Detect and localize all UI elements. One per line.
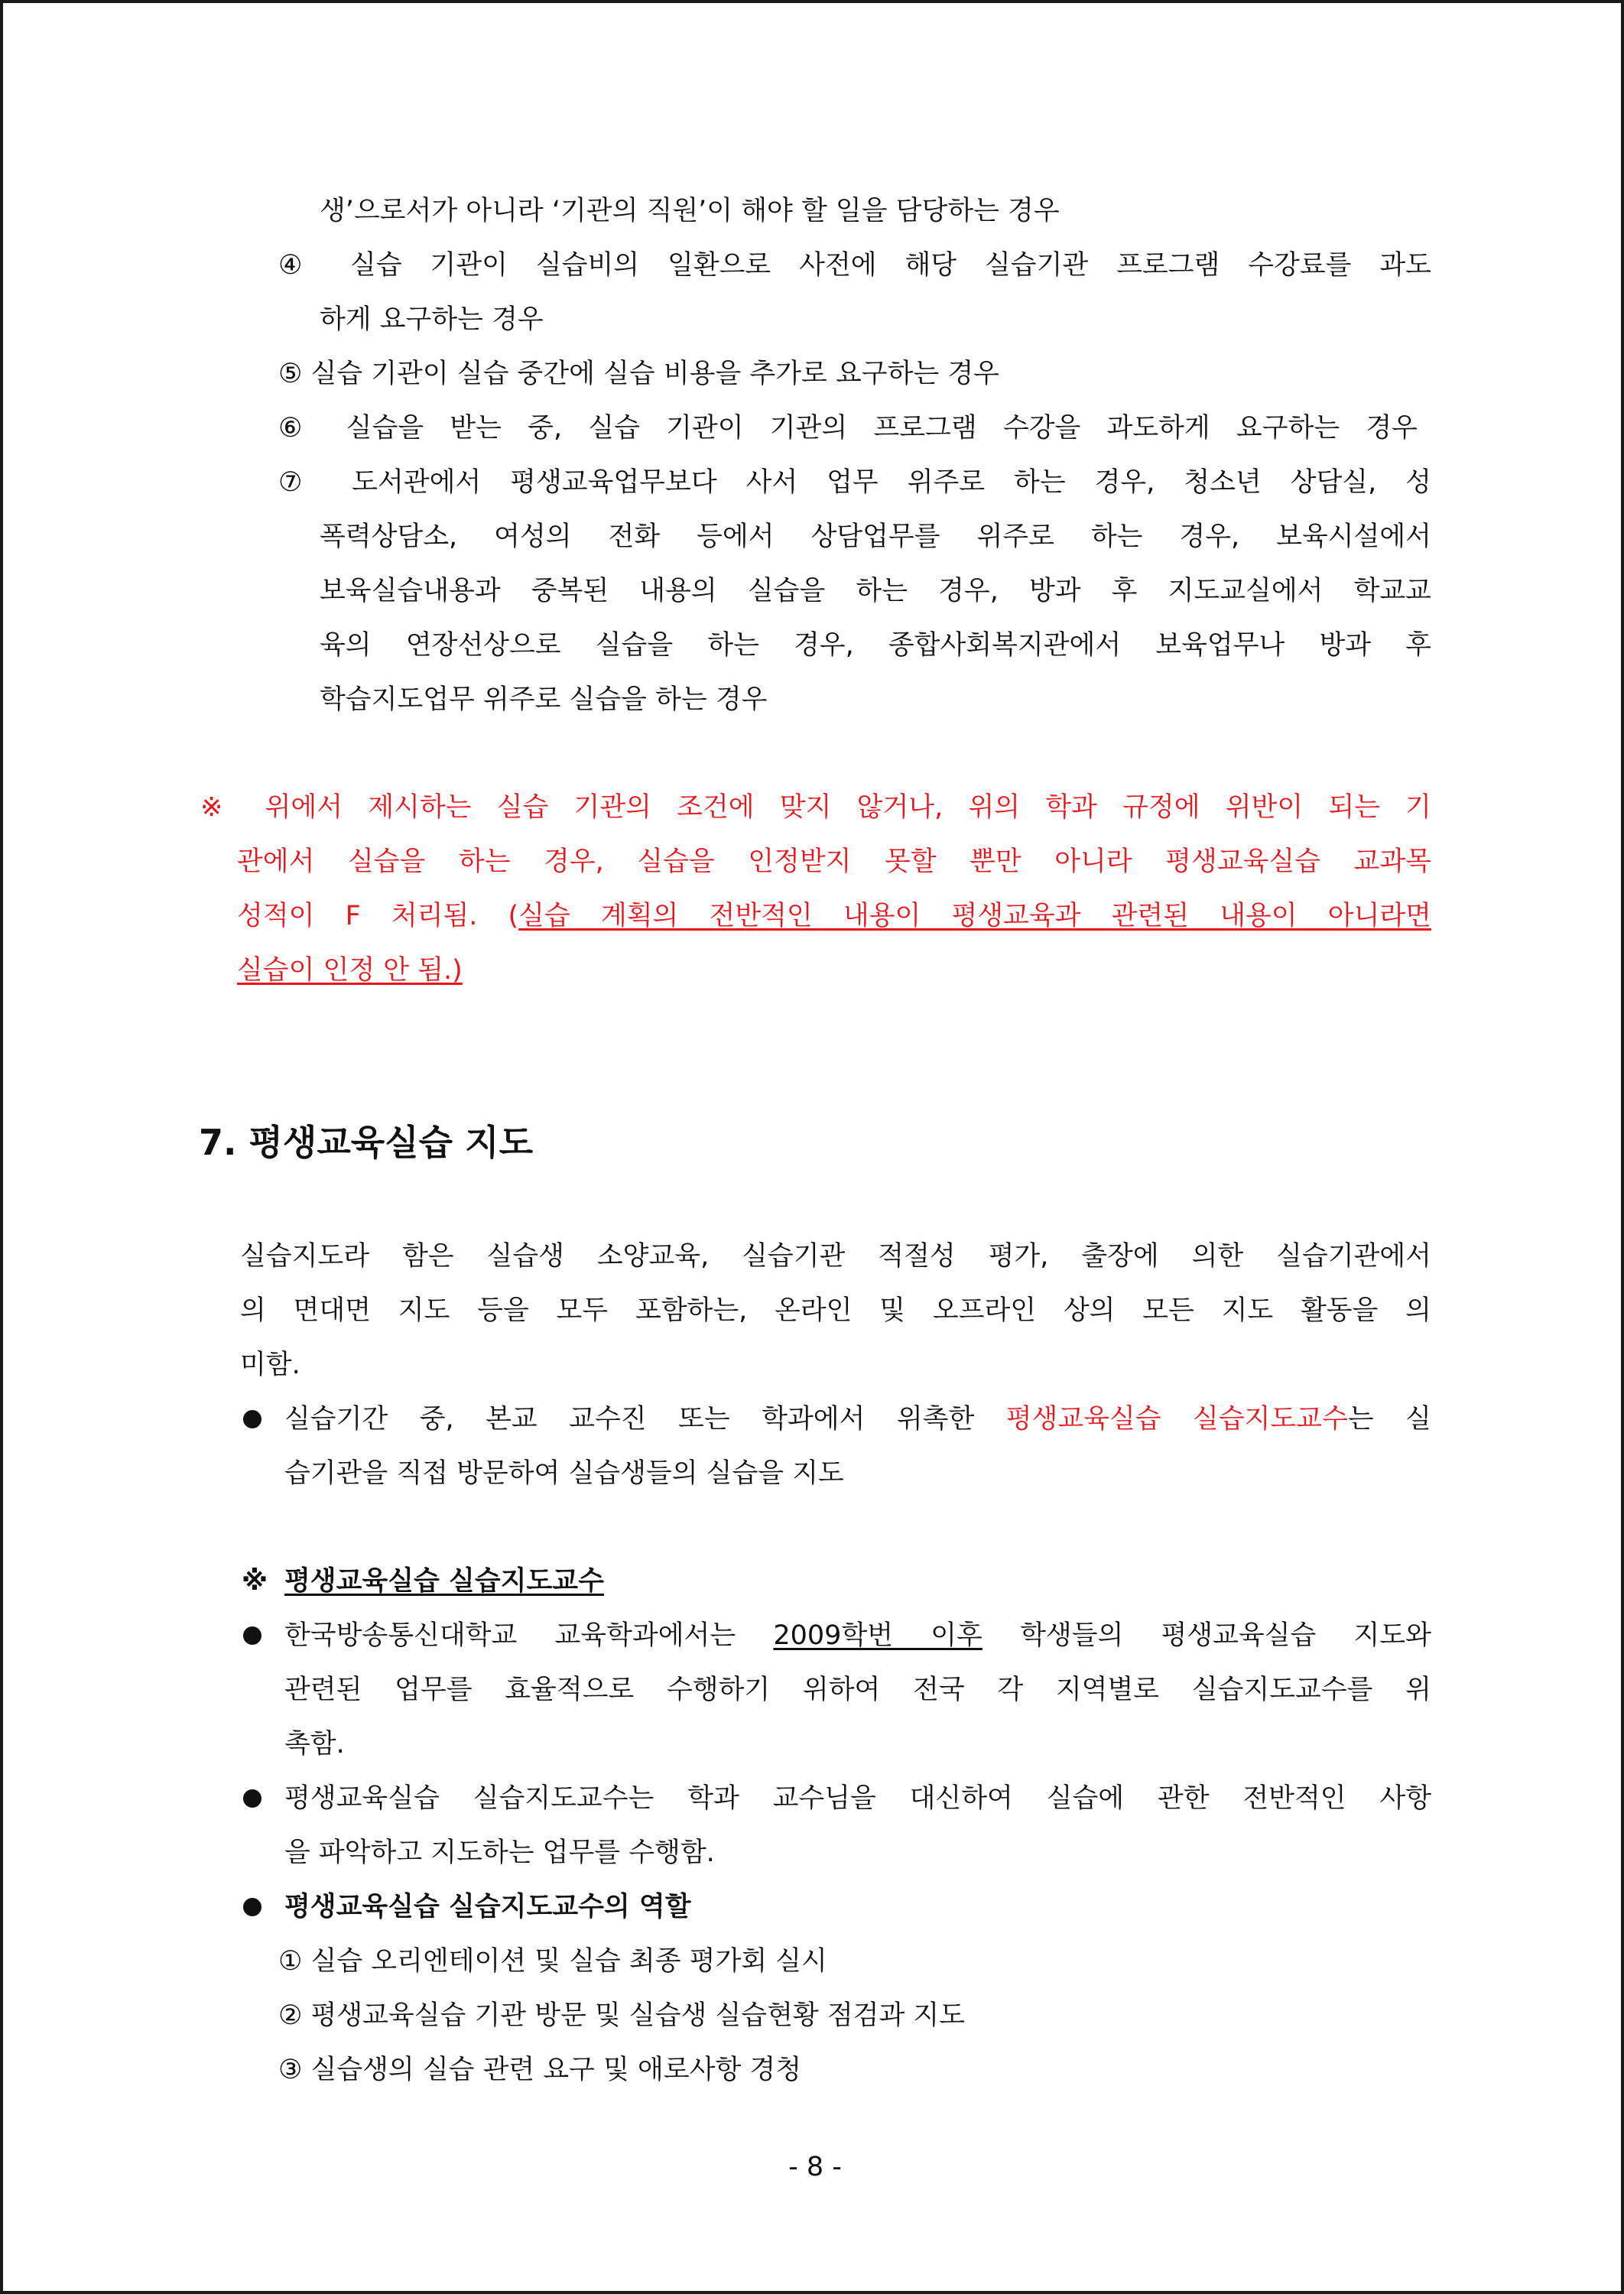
warning-underlined-line: 실습이 인정 안 됨.) — [237, 955, 463, 986]
bullet-text-part: 학생들의 평생교육실습 지도와 — [982, 1620, 1431, 1651]
warning-line: 관에서 실습을 하는 경우, 실습을 인정받지 못할 뿐만 아니라 평생교육실습 교과목 — [237, 846, 1431, 877]
bullet-text-part: 한국방송통신대학교 교육학과에서는 — [284, 1620, 774, 1651]
bullet-text — [284, 1402, 1431, 1436]
list-item-7-cont: 학습지도업무 위주로 실습을 하는 경우 — [320, 684, 768, 715]
list-item-5: ⑤ 실습 기관이 실습 중간에 실습 비용을 추가로 요구하는 경우 — [278, 359, 999, 389]
bullet-title: 평생교육실습 실습지도교수의 역할 — [284, 1892, 691, 1922]
bullet-text-cont: 촉함. — [284, 1729, 345, 1759]
warning-underlined-text: 실습 계획의 전반적인 내용이 평생교육과 관련된 내용이 아니라면 — [518, 901, 1431, 931]
bullet-icon — [243, 1410, 261, 1428]
list-item-6: ⑥ 실습을 받는 중, 실습 기관이 기관의 프로그램 수강을 과도하게 요구하는 경우 — [278, 413, 1418, 444]
list-item-7-cont: 폭력상담소, 여성의 전화 등에서 상담업무를 위주로 하는 경우, 보육시설에서 — [320, 522, 1431, 552]
role-item: ② 평생교육실습 기관 방문 및 실습생 실습현황 점검과 지도 — [278, 2000, 966, 2031]
role-item: ③ 실습생의 실습 관련 요구 및 애로사항 경청 — [278, 2055, 802, 2085]
list-item-7-cont: 보육실습내용과 중복된 내용의 실습을 하는 경우, 방과 후 지도교실에서 학교교 — [320, 576, 1431, 606]
list-item-4: ④ 실습 기관이 실습비의 일환으로 사전에 해당 실습기관 프로그램 수강료를 과도 — [278, 250, 1431, 281]
bullet-text-part: 는 실 — [1347, 1404, 1431, 1435]
bullet-icon — [243, 1898, 261, 1916]
list-item-7-cont: 육의 연장선상으로 실습을 하는 경우, 종합사회복지관에서 보육업무나 방과 후 — [320, 630, 1431, 661]
reference-mark-icon: ※ — [242, 1566, 268, 1597]
warning-line — [237, 899, 1431, 933]
underlined-term: 2009학번 이후 — [773, 1620, 983, 1651]
intro-paragraph-line: 미함. — [240, 1350, 300, 1380]
list-line: 생’으로서가 아니라 ‘기관의 직원’이 해야 할 일을 담당하는 경우 — [320, 196, 1060, 226]
note-title: 평생교육실습 실습지도교수 — [284, 1566, 604, 1597]
bullet-text-cont: 관련된 업무를 효율적으로 수행하기 위하여 전국 각 지역별로 실습지도교수를 위 — [284, 1675, 1431, 1705]
bullet-text-part: 실습기간 중, 본교 교수진 또는 학과에서 위촉한 — [284, 1404, 1006, 1435]
intro-paragraph-line: 의 면대면 지도 등을 모두 포함하는, 온라인 및 오프라인 상의 모든 지도 활동을 의 — [240, 1295, 1431, 1326]
list-item-7: ⑦ 도서관에서 평생교육업무보다 사서 업무 위주로 하는 경우, 청소년 상담실, 성 — [278, 467, 1431, 498]
bullet-icon — [243, 1626, 261, 1645]
bullet-text: 평생교육실습 실습지도교수는 학과 교수님을 대신하여 실습에 관한 전반적인 사항 — [284, 1783, 1431, 1814]
bullet-icon — [243, 1789, 261, 1808]
warning-line: ※ 위에서 제시하는 실습 기관의 조건에 맞지 않거나, 위의 학과 규정에 위반이 되는 기 — [200, 792, 1431, 823]
role-item: ① 실습 오리엔테이션 및 실습 최종 평가회 실시 — [278, 1946, 827, 1977]
section-heading: 7. 평생교육실습 지도 — [199, 1122, 533, 1163]
page-number: - 8 - — [788, 2152, 842, 2182]
intro-paragraph-line: 실습지도라 함은 실습생 소양교육, 실습기관 적절성 평가, 출장에 의한 실습기관에서 — [240, 1241, 1431, 1272]
highlighted-term: 평생교육실습 실습지도교수 — [1005, 1404, 1348, 1435]
warning-text: 성적이 F 처리됨. ( — [237, 901, 519, 931]
bullet-text-cont: 습기관을 직접 방문하여 실습생들의 실습을 지도 — [284, 1458, 844, 1489]
list-item-4-cont: 하게 요구하는 경우 — [320, 304, 544, 335]
bullet-text — [284, 1619, 1431, 1652]
bullet-text-cont: 을 파악하고 지도하는 업무를 수행함. — [284, 1837, 715, 1868]
